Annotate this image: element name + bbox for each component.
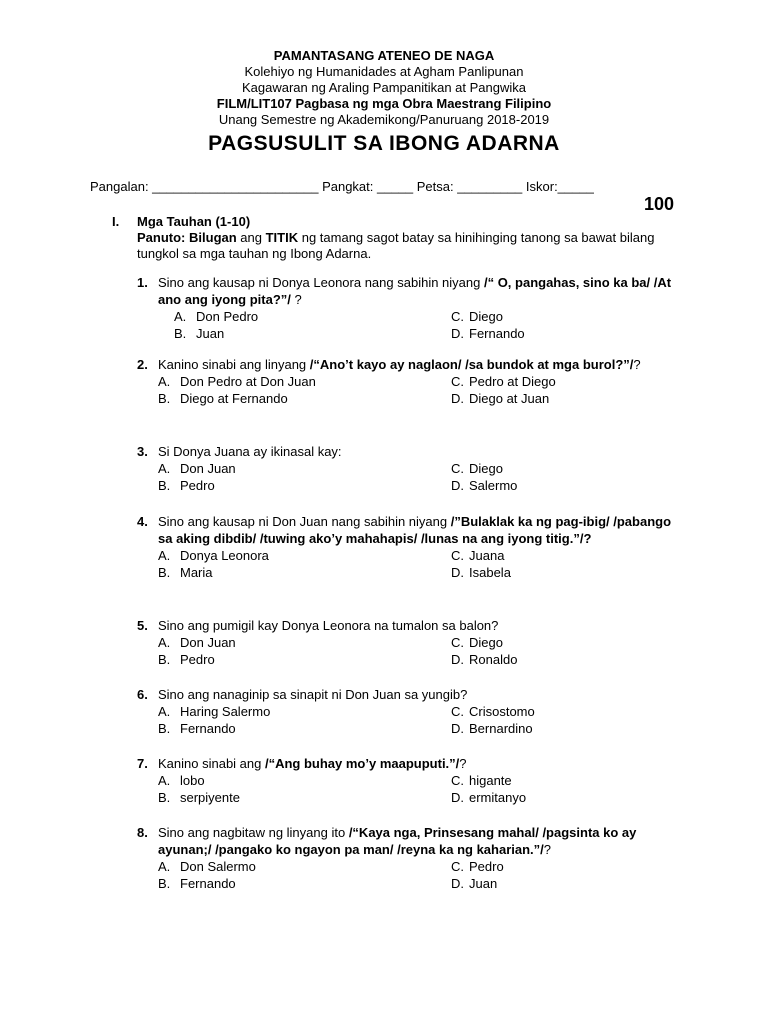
question-ending: ? [459,756,467,771]
question-quoted-line: /“Ano’t kayo ay naglaon/ /sa bundok at mga burol?”/ [309,357,634,372]
options-row [158,460,677,477]
question-number: 1. [137,275,148,290]
answer-option[interactable] [158,564,451,581]
option-text: Diego at Juan [469,391,550,406]
option-letter: D. [451,721,464,736]
answer-option[interactable] [158,703,451,720]
question-item [137,356,677,407]
options-row [158,772,677,789]
option-text: Salermo [469,478,518,493]
option-text: higante [469,773,512,788]
option-text: Haring Salermo [180,704,271,719]
option-text: Donya Leonora [180,548,269,563]
option-letter: A. [158,859,171,874]
option-letter: D. [451,565,464,580]
options-row [158,373,677,390]
question-plain-text: Sino ang kausap ni Donya Leonora nang sabihin niyang [158,275,484,290]
answer-options [158,460,677,494]
question-text [158,274,674,308]
question-quoted-line: /”Bulaklak ka ng pag-ibig/ /pabango sa aking dibdib/ /tuwing ako’y mahahapis/ /lunas na ang iyong titig.”/? [158,514,672,546]
option-letter: C. [451,704,464,719]
answer-option[interactable] [158,720,451,737]
options-row [158,308,677,325]
options-row [158,390,677,407]
options-row [158,789,677,806]
option-text: Pedro [180,652,215,667]
option-text: Don Pedro at Don Juan [180,374,316,389]
option-letter: A. [158,461,171,476]
option-letter: B. [158,391,171,406]
question-item [137,755,677,806]
option-text: Ronaldo [469,652,518,667]
option-text: Don Salermo [180,859,256,874]
option-letter: C. [451,859,464,874]
option-text: Diego [469,635,503,650]
answer-option[interactable] [158,390,451,407]
option-letter: C. [451,548,464,563]
answer-option[interactable] [158,325,451,342]
option-text: Don Juan [180,635,236,650]
question-number: 2. [137,357,148,372]
answer-options [158,772,677,806]
answer-option[interactable] [451,875,497,892]
answer-option[interactable] [158,651,451,668]
option-text: Juan [196,326,225,341]
answer-option[interactable] [451,789,526,806]
question-text [158,755,674,772]
department-name: Kagawaran ng Araling Pampanitikan at Pangwika [241,80,526,95]
question-number: 5. [137,618,148,633]
answer-option[interactable] [451,703,535,720]
answer-option[interactable] [451,720,533,737]
question-text [158,617,674,634]
question-plain-text: Sino ang nagbitaw ng linyang ito [158,825,349,840]
answer-option[interactable] [158,772,451,789]
answer-options [158,308,677,342]
option-letter: C. [451,374,464,389]
question-number: 8. [137,825,148,840]
option-letter: D. [451,876,464,891]
answer-options [158,858,677,892]
option-text: Fernando [469,326,525,341]
answer-option[interactable] [451,390,549,407]
option-letter: C. [451,309,464,324]
answer-option[interactable] [451,651,517,668]
options-row [158,858,677,875]
option-text: Pedro at Diego [469,374,556,389]
instructions [137,230,657,262]
option-letter: A. [158,374,171,389]
answer-options [158,634,677,668]
option-letter: D. [451,790,464,805]
exam-title: PAGSUSULIT SA IBONG ADARNA [208,132,560,155]
options-row [158,703,677,720]
question-item [137,443,677,494]
option-text: Don Juan [180,461,236,476]
option-text: Isabela [469,565,511,580]
instructions-titik: TITIK [265,230,299,245]
answer-options [158,373,677,407]
question-item [137,686,677,737]
option-text: Crisostomo [469,704,535,719]
answer-option[interactable] [158,547,451,564]
option-text: Diego [469,461,503,476]
options-row [158,477,677,494]
section-tauhan [112,214,672,262]
answer-option[interactable] [451,858,504,875]
question-item [137,274,677,342]
option-letter: D. [451,652,464,667]
question-text [158,824,674,858]
question-plain-text: Sino ang kausap ni Don Juan nang sabihin niyang [158,514,451,529]
answer-option[interactable] [158,477,451,494]
answer-option[interactable] [451,772,512,789]
answer-option[interactable] [158,789,451,806]
question-plain-text: Sino ang pumigil kay Donya Leonora na tumalon sa balon? [158,618,499,633]
option-letter: A. [158,773,171,788]
instructions-label: Panuto: [137,230,186,245]
question-number: 3. [137,444,148,459]
answer-option[interactable] [158,308,451,325]
option-text: Pedro [180,478,215,493]
option-text: Juan [469,876,498,891]
option-text: Pedro [469,859,504,874]
answer-option[interactable] [451,460,503,477]
question-item [137,513,677,581]
question-plain-text: Si Donya Juana ay ikinasal kay: [158,444,342,459]
answer-option[interactable] [451,547,504,564]
answer-option[interactable] [451,373,556,390]
option-text: serpiyente [180,790,240,805]
options-row [158,875,677,892]
option-letter: C. [451,773,464,788]
question-ending: ? [543,842,552,857]
student-info-line: Pangalan: _______________________ Pangkat: _____ Petsa: _________ Iskor:_____ [90,179,594,194]
options-row [158,634,677,651]
option-text: Diego at Fernando [180,391,288,406]
answer-option[interactable] [451,634,503,651]
answer-option[interactable] [451,564,511,581]
option-text: Fernando [180,721,236,736]
question-plain-text: Kanino sinabi ang linyang [158,357,310,372]
university-name: PAMANTASANG ATENEO DE NAGA [273,48,495,63]
options-row [158,547,677,564]
question-item [137,617,677,668]
question-quoted-line: /“ O, pangahas, sino ka ba/ /At ano ang iyong pita?”/ [158,275,672,307]
answer-option[interactable] [451,325,525,342]
question-number: 7. [137,756,148,771]
option-letter: B. [158,721,171,736]
instructions-ang: ang [236,230,266,245]
answer-option[interactable] [158,373,451,390]
option-letter: B. [158,652,171,667]
option-text: Juana [469,548,505,563]
answer-option[interactable] [158,460,451,477]
instructions-bilugan: Bilugan [189,230,237,245]
option-letter: B. [158,478,171,493]
options-row [158,325,677,342]
question-ending: ? [290,292,302,307]
option-letter: C. [451,635,464,650]
option-letter: D. [451,326,464,341]
question-quoted-line: /“Ang buhay mo’y maapuputi.”/ [264,756,460,771]
question-number: 4. [137,514,148,529]
answer-options [158,703,677,737]
option-letter: D. [451,391,464,406]
option-letter: A. [158,704,171,719]
question-ending: ? [633,357,641,372]
option-letter: A. [174,309,187,324]
exam-header [0,48,768,156]
option-letter: A. [158,635,171,650]
section-title: Mga Tauhan (1-10) [137,214,251,229]
question-plain-text: Sino ang nanaginip sa sinapit ni Don Juan sa yungib? [158,687,468,702]
course-title: FILM/LIT107 Pagbasa ng mga Obra Maestrang Filipino [216,96,552,111]
options-row [158,720,677,737]
option-letter: D. [451,478,464,493]
question-text [158,513,674,547]
question-quoted-line: /“Kaya nga, Prinsesang mahal/ /pagsinta ko ay ayunan;/ /pangako ko ngayon pa man/ /reyna ka ng kaharian.”/ [158,825,637,857]
option-letter: B. [158,790,171,805]
option-text: Diego [469,309,503,324]
option-text: ermitanyo [469,790,527,805]
option-text: Don Pedro [196,309,259,324]
semester: Unang Semestre ng Akademikong/Panuruang 2018-2019 [218,112,550,127]
answer-options [158,547,677,581]
option-text: Bernardino [469,721,533,736]
college-name: Kolehiyo ng Humanidades at Agham Panlipunan [244,64,524,79]
option-letter: B. [158,565,171,580]
question-text [158,686,674,703]
options-row [158,564,677,581]
option-letter: B. [174,326,187,341]
option-text: Maria [180,565,213,580]
section-number: I. [112,214,120,229]
section-heading [112,214,672,230]
question-plain-text: Kanino sinabi ang [158,756,265,771]
answer-option[interactable] [451,308,503,325]
option-text: lobo [180,773,205,788]
question-number: 6. [137,687,148,702]
instructions-text: ng tamang sagot batay sa hinihinging tanong sa bawat bilang tungkol sa mga tauhan ng Ibong Adarna. [137,230,655,261]
options-row [158,651,677,668]
option-letter: A. [158,548,171,563]
question-text [158,443,674,460]
answer-option[interactable] [158,858,451,875]
option-letter: C. [451,461,464,476]
answer-option[interactable] [451,477,517,494]
question-item [137,824,677,892]
total-score: 100 [644,194,675,214]
answer-option[interactable] [158,875,451,892]
option-letter: B. [158,876,171,891]
answer-option[interactable] [158,634,451,651]
option-text: Fernando [180,876,236,891]
question-text [158,356,674,373]
